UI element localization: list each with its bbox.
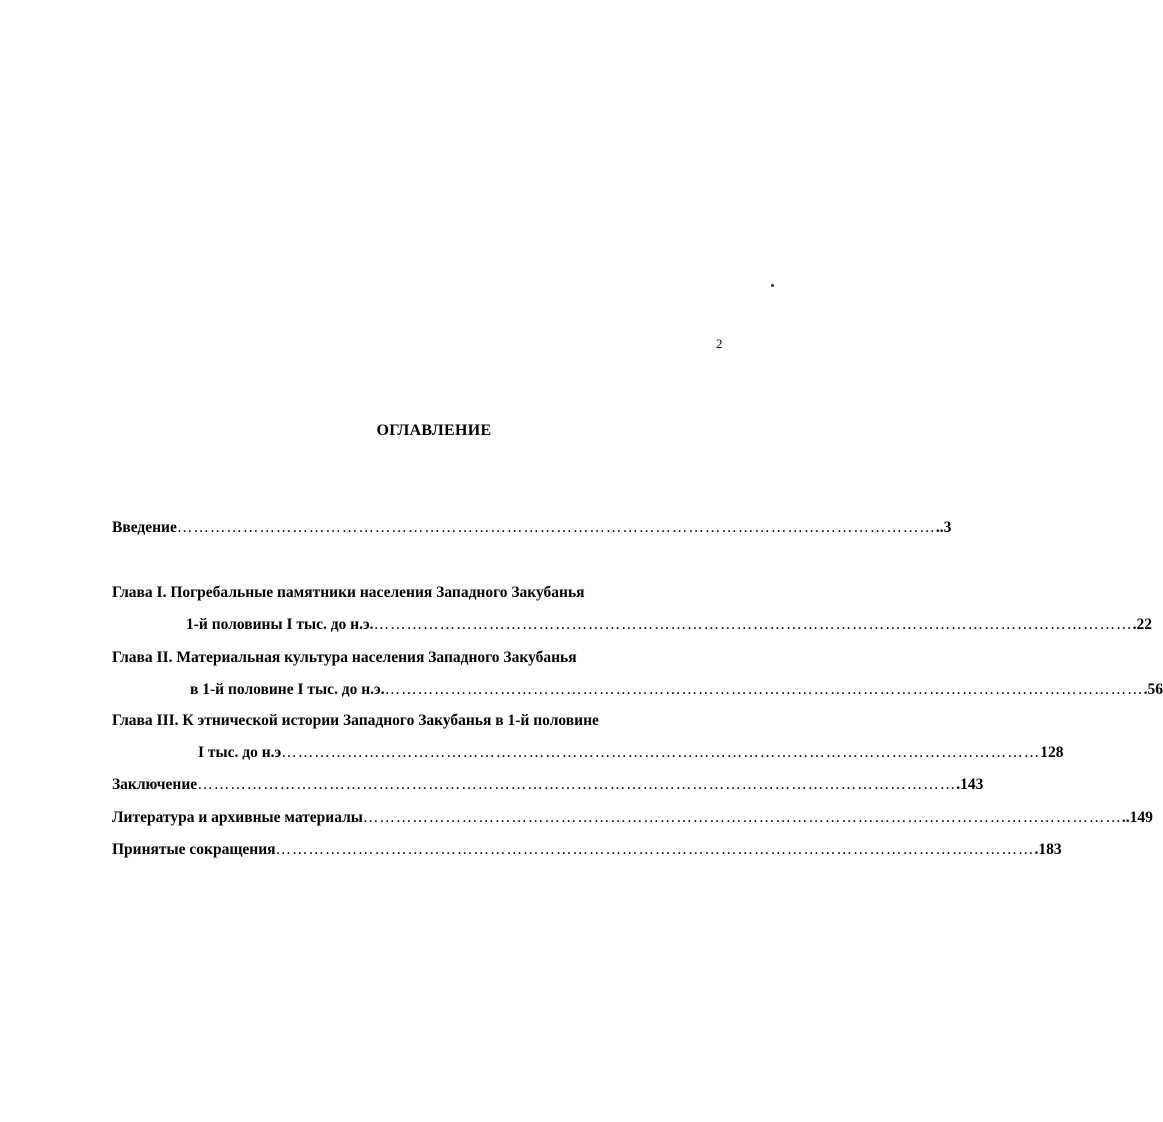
toc-leader-dots: …………………………………………………………………………………………………………………………: [281, 744, 1041, 761]
toc-entry-chapter-2-title: [112, 648, 736, 668]
toc-entry-abbreviations: [112, 840, 1062, 860]
scan-speck: [771, 284, 774, 287]
page-number: 2: [716, 336, 723, 351]
toc-entry-chapter-1-cont: [186, 615, 1152, 635]
toc-entry-page: .56: [1143, 681, 1163, 698]
toc-entry-page: ..149: [1121, 809, 1153, 826]
toc-entry-page: 128: [1040, 744, 1064, 761]
toc-entry-text: Заключение: [112, 776, 198, 793]
toc-entry-text: Глава III. К этнической истории Западного Закубанья в 1-й половине: [112, 712, 599, 729]
toc-title: ОГЛАВЛЕНИЕ: [376, 422, 492, 439]
toc-entry-conclusion: [112, 775, 984, 795]
toc-entry-text: I тыс. до н.э: [198, 744, 282, 761]
toc-entry-text: в 1-й половине I тыс. до н.э.: [190, 681, 385, 698]
toc-leader-dots: …………………………………………………………………………………………………………………………: [197, 776, 957, 793]
toc-entry-page: .143: [956, 776, 984, 793]
toc-entry-page: .183: [1034, 841, 1062, 858]
toc-entry-text: Глава II. Материальная культура населения Западного Закубанья: [112, 649, 577, 666]
toc-leader-dots: …………………………………………………………………………………………………………………………: [373, 616, 1133, 633]
toc-entry-chapter-1-title: [112, 583, 736, 603]
toc-entry-introduction: [112, 518, 952, 538]
toc-entry-chapter-2-cont: [190, 680, 1163, 700]
toc-entry-text: 1-й половины I тыс. до н.э.: [186, 616, 374, 633]
toc-entry-text: Введение: [112, 519, 177, 536]
toc-entry-chapter-3-cont: [198, 743, 1064, 763]
toc-leader-dots: …………………………………………………………………………………………………………………………: [362, 809, 1122, 826]
toc-leader-dots: …………………………………………………………………………………………………………………………: [384, 681, 1144, 698]
toc-entry-literature: [112, 808, 1153, 828]
toc-entry-text: Глава I. Погребальные памятники населения Западного Закубанья: [112, 584, 585, 601]
toc-entry-text: Принятые сокращения: [112, 841, 276, 858]
toc-entry-page: .22: [1132, 616, 1152, 633]
toc-entry-page: ..3: [935, 519, 952, 536]
toc-leader-dots: …………………………………………………………………………………………………………………………: [176, 519, 936, 536]
toc-leader-dots: …………………………………………………………………………………………………………………………: [275, 841, 1035, 858]
toc-entry-chapter-3-title: [112, 711, 736, 731]
toc-entry-text: Литература и архивные материалы: [112, 809, 363, 826]
